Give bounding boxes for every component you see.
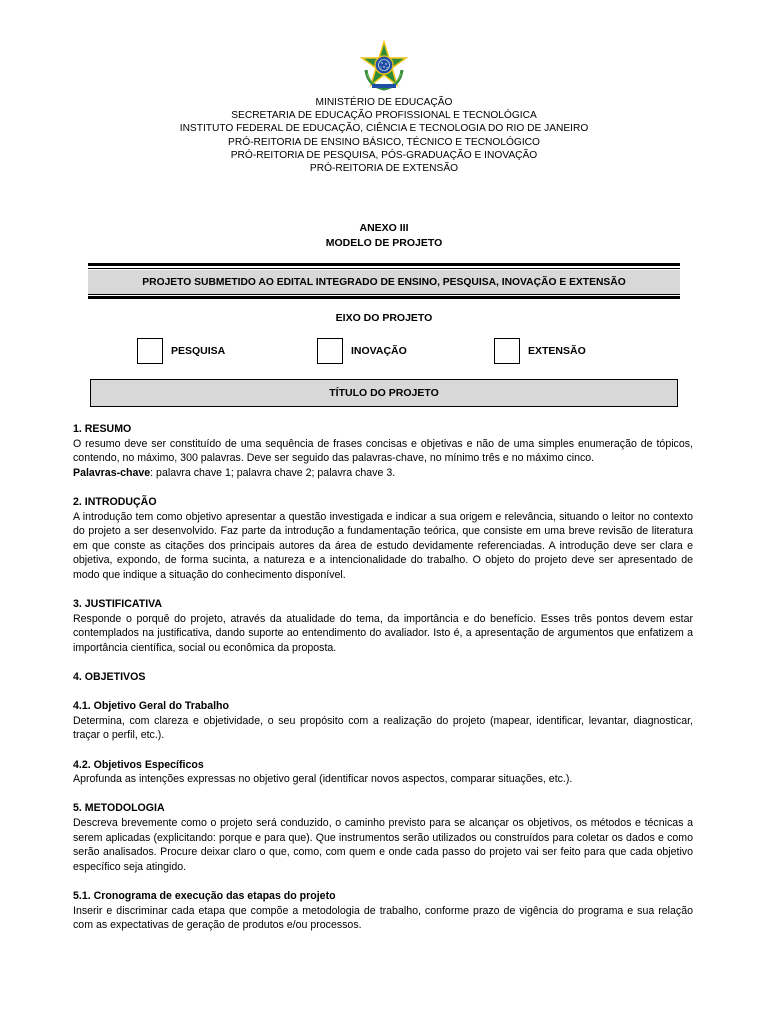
section-justificativa — [73, 597, 693, 655]
rule-top-thin — [88, 268, 680, 269]
rule-bottom-thin — [88, 294, 680, 295]
section-heading: 4. OBJETIVOS — [73, 671, 146, 684]
keywords-label: Palavras-chave — [73, 466, 151, 479]
brazil-coat-of-arms-icon — [358, 40, 410, 92]
annex-title — [0, 221, 768, 250]
rule-top-thick — [88, 263, 680, 266]
section-text: O resumo deve ser constituído de uma sequência de frases concisas e objetivas e não de uma simples enumeração de tópicos, contendo, no máximo, 300 palavras. Deve ser seguido das palavras-chave, no mínimo três e no máximo cinco. — [73, 437, 693, 465]
section-text: Inserir e discriminar cada etapa que compõe a metodologia de trabalho, conforme prazo de vigência do programa e sua relação com as expectativas de geração de produtos e/ou processos. — [73, 904, 693, 932]
header-line-secretariat: SECRETARIA DE EDUCAÇÃO PROFISSIONAL E TECNOLÓGICA — [231, 110, 537, 122]
document-body — [73, 422, 693, 947]
section-heading: 1. RESUMO — [73, 423, 132, 435]
section-text: A introdução tem como objetivo apresentar a questão investigada e indicar a sua origem e relevância, situando o leitor no contexto do projeto a ser desenvolvido. Faz parte da introdução a fundamentação teórica, que consiste em uma breve revisão de literatura em que conste as citações dos principais autores da área de estudo devidamente referenciadas. A introdução deve ser clara e objetiva, expondo, de forma sucinta, a natureza e a intencionalidade do trabalho. O objeto do projeto deve ser apresentado de modo que indique a situação do conhecimento disponível. — [73, 510, 693, 581]
checkbox-inovacao[interactable] — [317, 338, 343, 364]
header-line-pro-rectorate-extensao: PRÓ-REITORIA DE EXTENSÃO — [309, 163, 459, 175]
option-inovacao-label: INOVAÇÃO — [351, 345, 407, 357]
section-resumo — [73, 422, 693, 480]
section-heading: 2. INTRODUÇÃO — [73, 495, 157, 508]
section-heading: 3. JUSTIFICATIVA — [73, 598, 163, 611]
header-line-pro-rectorate-ensino: PRÓ-REITORIA DE ENSINO BÁSICO, TÉCNICO E TECNOLÓGICO — [228, 136, 540, 148]
keywords-text: : palavra chave 1; palavra chave 2; palavra chave 3. — [150, 466, 396, 479]
header-line-ministry: MINISTÉRIO DE EDUCAÇÃO — [315, 97, 453, 108]
section-heading: 5.1. Cronograma de execução das etapas do projeto — [73, 890, 336, 902]
header-line-pro-rectorate-pesquisa: PRÓ-REITORIA DE PESQUISA, PÓS-GRADUAÇÃO E INOVAÇÃO — [230, 149, 538, 161]
submitted-band-label: PROJETO SUBMETIDO AO EDITAL INTEGRADO DE ENSINO, PESQUISA, INOVAÇÃO E EXTENSÃO — [88, 270, 680, 294]
annex-number: ANEXO III — [359, 222, 409, 234]
rule-bottom-thick — [88, 296, 680, 299]
option-pesquisa[interactable] — [137, 337, 225, 365]
section-text: Determina, com clareza e objetividade, o seu propósito com a realização do projeto (mapear, identificar, levantar, diagnosticar, traçar o perfil, etc.). — [73, 714, 693, 742]
option-pesquisa-label: PESQUISA — [171, 345, 226, 357]
section-heading: 4.1. Objetivo Geral do Trabalho — [73, 700, 230, 713]
section-objetivos-especificos — [73, 758, 693, 787]
project-title-field[interactable] — [90, 379, 678, 407]
section-text: Aprofunda as intenções expressas no objetivo geral (identificar novos aspectos, comparar situações, etc.). — [73, 773, 573, 786]
section-text: Descreva brevemente como o projeto será conduzido, o caminho previsto para se alcançar os objetivos, os métodos e técnicas a serem aplicadas (explicitando: porque e para que). Que instrumentos serão utilizados ou construídos para coletar os dados e como serão analisados. Procure deixar claro o que, como, com quem e onde cada passo do projeto vai ser feito para que cada objetivo específico seja atingido. — [73, 817, 693, 873]
option-inovacao[interactable] — [317, 337, 407, 365]
checkbox-pesquisa[interactable] — [137, 338, 163, 364]
section-text: Responde o porquê do projeto, através da atualidade do tema, da importância e do benefício. Esses três pontos devem estar contemplados na justificativa, dando suporte ao entendimento do avaliador. Isto é, a apresentação de argumentos que enfatizem a importância científica, social ou econômica da proposta. — [73, 612, 693, 654]
section-metodologia — [73, 801, 693, 874]
eixo-title: EIXO DO PROJETO — [335, 312, 433, 324]
checkbox-extensao[interactable] — [494, 338, 520, 364]
section-objetivos — [73, 670, 693, 685]
section-objetivo-geral — [73, 699, 693, 743]
keywords-line — [73, 466, 693, 481]
annex-subtitle: MODELO DE PROJETO — [325, 236, 443, 249]
section-heading: 4.2. Objetivos Específicos — [73, 758, 204, 771]
section-cronograma — [73, 889, 693, 933]
section-heading: 5. METODOLOGIA — [73, 802, 165, 815]
header-line-institute: INSTITUTO FEDERAL DE EDUCAÇÃO, CIÊNCIA E TECNOLOGIA DO RIO DE JANEIRO — [179, 123, 589, 135]
submitted-band — [88, 263, 680, 299]
project-title-label: TÍTULO DO PROJETO — [329, 387, 439, 399]
section-introducao — [73, 495, 693, 583]
institution-header — [0, 96, 768, 175]
option-extensao-label: EXTENSÃO — [528, 345, 586, 357]
option-extensao[interactable] — [494, 337, 586, 365]
